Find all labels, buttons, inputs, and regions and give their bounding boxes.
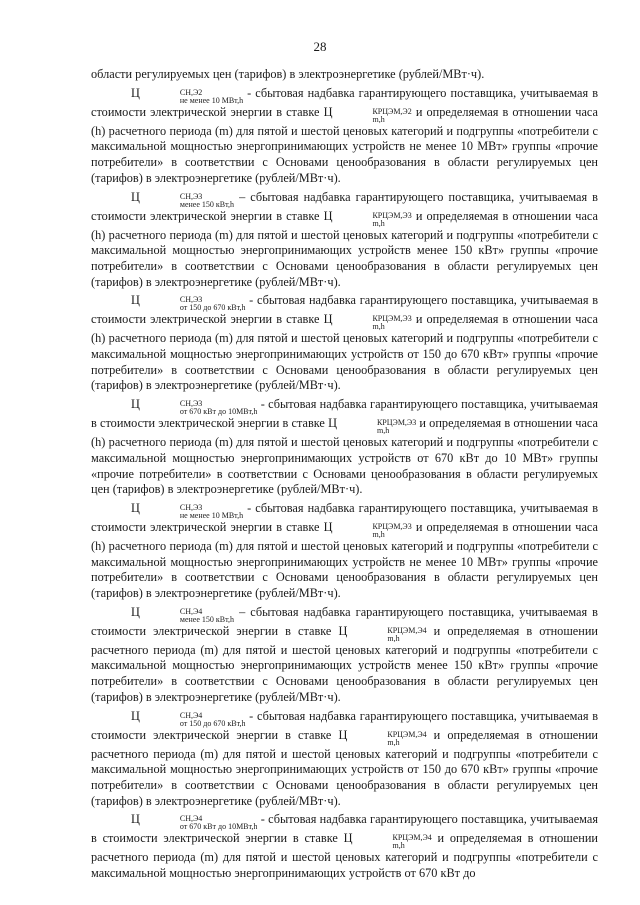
rate-letter: Ц xyxy=(338,623,348,638)
rate-subscript: m,h xyxy=(372,114,385,124)
rate-symbol xyxy=(328,416,417,436)
symbol-superscript: СН,Э4 xyxy=(179,606,203,616)
rate-symbol xyxy=(323,104,412,124)
definition-paragraph xyxy=(91,397,598,498)
rate-superscript: КРЦЭМ,Э4 xyxy=(392,833,432,843)
definition-text-continued: и определяемая в отношении часа (h) расчетного периода (m) для пятой и шестой ценовых категорий и подгруппы «потребители с максимальной мощностью энергопринимающих устройств от 150 до 670 кВт» группы «прочие потребители» в соответствии с Основами ценообразования в области регулируемых цен (тарифов) в электроэнергетике (рублей/МВт·ч). xyxy=(91,312,598,393)
symbol-superscript: СН,Э3 xyxy=(179,191,203,201)
rate-indices xyxy=(332,212,411,228)
rate-subscript: m,h xyxy=(392,841,405,851)
symbol-subscript: не менее 10 МВт,h xyxy=(179,95,244,105)
rate-indices xyxy=(332,315,411,331)
rate-symbol xyxy=(323,208,412,228)
formula-symbol xyxy=(131,397,258,417)
formula-symbol xyxy=(131,85,244,105)
symbol-indices xyxy=(140,296,246,312)
formula-symbol xyxy=(131,604,235,624)
symbol-subscript: менее 150 кВт,h xyxy=(179,199,235,209)
rate-subscript: m,h xyxy=(372,322,385,332)
definition-paragraph xyxy=(91,605,598,706)
definition-paragraph xyxy=(91,709,598,810)
definition-text-continued: и определяемая в отношении часа (h) расчетного периода (m) для пятой и шестой ценовых категорий и подгруппы «потребители с максимальной мощностью энергопринимающих устройств менее 150 кВт» группы «прочие потребители» в соответствии с Основами ценообразования в области регулируемых цен (тарифов) в электроэнергетике (рублей/МВт·ч). xyxy=(91,208,598,289)
symbol-superscript: СН,Э4 xyxy=(179,710,203,720)
rate-subscript: m,h xyxy=(387,633,400,643)
rate-subscript: m,h xyxy=(372,218,385,228)
rate-superscript: КРЦЭМ,Э3 xyxy=(372,521,412,531)
definition-paragraph xyxy=(91,812,598,881)
rate-subscript: m,h xyxy=(376,426,390,436)
symbol-letter: Ц xyxy=(131,500,140,515)
rate-letter: Ц xyxy=(338,727,348,742)
formula-symbol xyxy=(131,500,244,520)
rate-symbol xyxy=(323,519,412,539)
symbol-letter: Ц xyxy=(131,604,140,619)
symbol-indices xyxy=(140,89,243,105)
definition-paragraph xyxy=(91,190,598,291)
rate-letter: Ц xyxy=(323,519,333,534)
rate-indices xyxy=(332,108,411,124)
definition-paragraph xyxy=(91,501,598,602)
rate-letter: Ц xyxy=(323,104,333,119)
rate-symbol xyxy=(323,312,412,332)
rate-superscript: КРЦЭМ,Э4 xyxy=(387,625,427,635)
rate-symbol xyxy=(338,727,427,747)
definition-text-continued: и определяемая в отношении расчетного периода (m) для пятой и шестой ценовых категорий и подгруппы «потребители с максимальной мощностью энергопринимающих устройств менее 150 кВт» группы «прочие потребители» в соответствии с Основами ценообразования в области регулируемых цен (тарифов) в электроэнергетике (рублей/МВт·ч). xyxy=(91,623,598,704)
definition-text: - сбытовая надбавка гарантирующего поставщика, учитываемая в стоимости электрической энергии в ставке xyxy=(91,397,598,431)
definition-text-continued: и определяемая в отношении часа (h) расчетного периода (m) для пятой и шестой ценовых категорий и подгруппы «потребители с максимальной мощностью энергопринимающих устройств не менее 10 МВт» группы «прочие потребители» в соответствии с Основами ценообразования в области регулируемых цен (тарифов) в электроэнергетике (рублей/МВт·ч). xyxy=(91,519,598,601)
definition-text: - сбытовая надбавка гарантирующего поставщика, учитываемая в стоимости электрической энергии в ставке xyxy=(91,85,598,119)
definition-paragraph xyxy=(91,293,598,394)
symbol-superscript: СН,Э3 xyxy=(179,502,203,512)
rate-letter: Ц xyxy=(328,416,337,431)
symbol-indices xyxy=(140,400,258,416)
rate-indices xyxy=(337,419,416,435)
rate-symbol xyxy=(338,623,427,643)
symbol-letter: Ц xyxy=(131,397,140,412)
symbol-indices xyxy=(140,193,234,209)
rate-indices xyxy=(347,627,426,643)
rate-superscript: КРЦЭМ,Э4 xyxy=(387,729,427,739)
formula-symbol xyxy=(131,293,246,313)
symbol-superscript: СН,Э4 xyxy=(179,814,203,824)
definition-text-continued: и определяемая в отношении расчетного периода (m) для пятой и шестой ценовых категорий и подгруппы «потребители с максимальной мощностью энергопринимающих устройств от 150 до 670 кВт» группы «прочие потребители» в соответствии с Основами ценообразования в области регулируемых цен (тарифов) в электроэнергетике (рублей/МВт·ч). xyxy=(91,727,598,808)
definition-text: – сбытовая надбавка гарантирующего поставщика, учитываемая в стоимости электрической энергии в ставке xyxy=(91,604,598,638)
page-number: 28 xyxy=(313,39,327,54)
formula-symbol xyxy=(131,812,258,832)
rate-superscript: КРЦЭМ,Э3 xyxy=(376,418,417,428)
symbol-superscript: СН,Э3 xyxy=(179,295,203,305)
rate-letter: Ц xyxy=(323,312,333,327)
symbol-letter: Ц xyxy=(131,708,140,723)
rate-subscript: m,h xyxy=(387,737,400,747)
symbol-subscript: менее 150 кВт,h xyxy=(179,614,235,624)
symbol-indices xyxy=(140,504,243,520)
symbol-subscript: от 670 кВт до 10МВт,h xyxy=(179,407,258,417)
definition-paragraph xyxy=(91,86,598,187)
rate-letter: Ц xyxy=(343,831,353,846)
symbol-subscript: от 670 кВт до 10МВт,h xyxy=(179,822,258,832)
formula-symbol xyxy=(131,708,246,728)
document-body xyxy=(91,67,598,882)
rate-superscript: КРЦЭМ,Э3 xyxy=(372,314,412,324)
symbol-subscript: не менее 10 МВт,h xyxy=(179,510,244,520)
symbol-letter: Ц xyxy=(131,85,140,100)
symbol-indices xyxy=(140,608,234,624)
rate-indices xyxy=(353,834,432,850)
rate-superscript: КРЦЭМ,Э3 xyxy=(372,210,412,220)
formula-symbol xyxy=(131,189,235,209)
rate-symbol xyxy=(343,831,432,851)
definition-text: - сбытовая надбавка гарантирующего поставщика, учитываемая в стоимости электрической энергии в ставке xyxy=(91,708,598,742)
symbol-indices xyxy=(140,815,258,831)
symbol-superscript: СН,Э2 xyxy=(179,87,203,97)
definition-text-continued: и определяемая в отношении часа (h) расчетного периода (m) для пятой и шестой ценовых категорий и подгруппы «потребители с максимальной мощностью энергопринимающих устройств не менее 10 МВт» группы «прочие потребители» в соответствии с Основами ценообразования в области регулируемых цен (тарифов) в электроэнергетике (рублей/МВт·ч). xyxy=(91,104,598,185)
definition-text: – сбытовая надбавка гарантирующего поставщика, учитываемая в стоимости электрической энергии в ставке xyxy=(91,189,598,223)
symbol-letter: Ц xyxy=(131,812,140,827)
paragraph-continuation: области регулируемых цен (тарифов) в электроэнергетике (рублей/МВт·ч). xyxy=(91,67,485,81)
rate-subscript: m,h xyxy=(372,529,385,539)
symbol-indices xyxy=(140,712,246,728)
symbol-superscript: СН,Э3 xyxy=(179,399,203,409)
definition-text-continued: и определяемая в отношении расчетного периода (m) для пятой и шестой ценовых категорий и подгруппы «потребители с максимальной мощностью энергопринимающих устройств от 670 кВт до xyxy=(91,831,598,881)
rate-indices xyxy=(332,523,411,539)
symbol-letter: Ц xyxy=(131,293,140,308)
rate-indices xyxy=(347,731,426,747)
symbol-subscript: от 150 до 670 кВт,h xyxy=(179,303,246,313)
definition-text: - сбытовая надбавка гарантирующего поставщика, учитываемая в стоимости электрической энергии в ставке xyxy=(91,500,598,534)
symbol-letter: Ц xyxy=(131,189,140,204)
definition-text: - сбытовая надбавка гарантирующего поставщика, учитываемая в стоимости электрической энергии в ставке xyxy=(91,293,598,327)
rate-superscript: КРЦЭМ,Э2 xyxy=(372,106,412,116)
definition-text-continued: и определяемая в отношении часа (h) расчетного периода (m) для пятой и шестой ценовых категорий и подгруппы «потребители с максимальной мощностью энергопринимающих устройств от 670 кВт до 10 МВт» группы «прочие потребители» в соответствии с Основами ценообразования в области регулируемых цен (тарифов) в электроэнергетике (рублей/МВт·ч). xyxy=(91,416,598,497)
symbol-subscript: от 150 до 670 кВт,h xyxy=(179,718,246,728)
definition-text: - сбытовая надбавка гарантирующего поставщика, учитываемая в стоимости электрической энергии в ставке xyxy=(91,812,598,846)
rate-letter: Ц xyxy=(323,208,333,223)
